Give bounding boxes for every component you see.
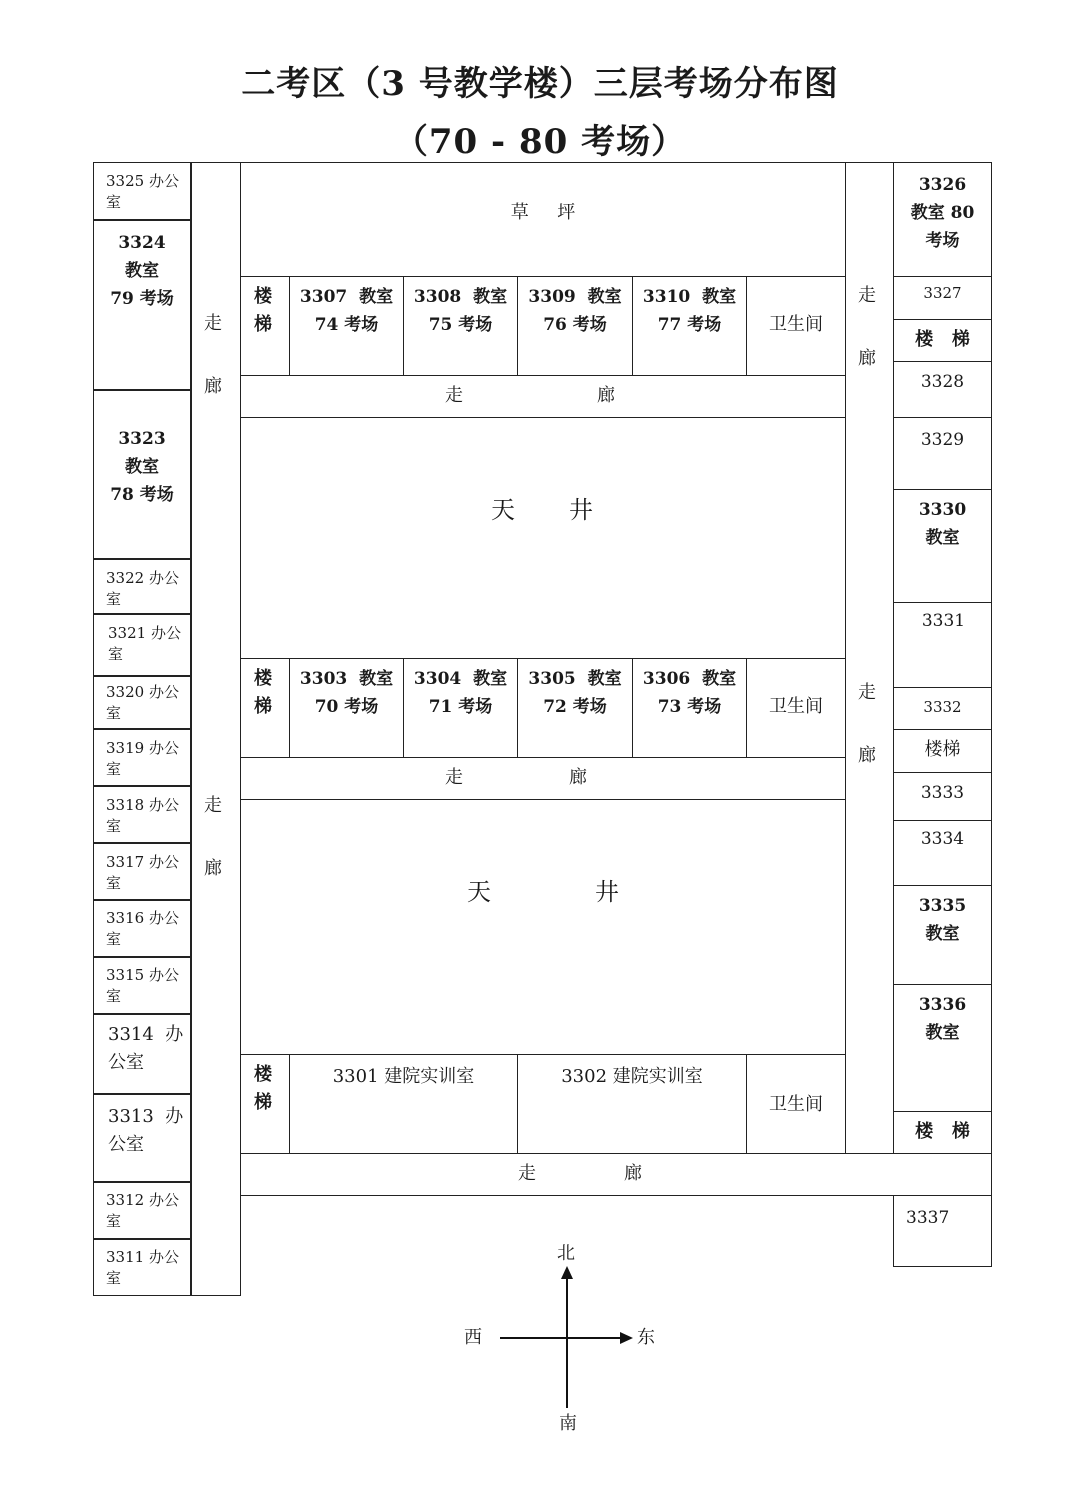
room-3335 bbox=[893, 885, 992, 985]
room-3318 bbox=[93, 786, 191, 843]
room-3308-label: 3308 教室 75 考场 bbox=[413, 287, 508, 335]
room-3301 bbox=[289, 1054, 518, 1154]
title-line-1: 二考区（3 号教学楼）三层考场分布图 bbox=[241, 64, 839, 104]
room-3317-label: 3317 办公 室 bbox=[106, 853, 179, 892]
room-3326 bbox=[893, 162, 992, 277]
lawn-label: 草 坪 bbox=[510, 202, 576, 223]
room-3334-label: 3334 bbox=[920, 829, 965, 849]
restroom-north bbox=[746, 276, 846, 376]
room-3303-label: 3303 教室 70 考场 bbox=[299, 669, 394, 717]
room-3305 bbox=[517, 658, 633, 758]
stairs-middle bbox=[240, 658, 290, 758]
room-3325-label: 3325 办公 室 bbox=[106, 172, 179, 211]
stairs-middle-label: 楼 梯 bbox=[254, 668, 272, 717]
east-corridor bbox=[845, 162, 894, 1154]
compass-south-label: 南 bbox=[559, 1413, 577, 1434]
room-3302-label: 3302 建院实训室 bbox=[561, 1066, 703, 1087]
courtyard-1 bbox=[240, 417, 846, 659]
room-3306 bbox=[632, 658, 747, 758]
room-3308 bbox=[403, 276, 518, 376]
room-3331 bbox=[893, 602, 992, 688]
room-3332 bbox=[893, 687, 992, 730]
room-3304 bbox=[403, 658, 518, 758]
room-3320-label: 3320 办公 室 bbox=[106, 683, 179, 722]
east-corridor-label-lower: 走 廊 bbox=[858, 682, 876, 766]
stairs-east-3 bbox=[893, 1111, 992, 1154]
restroom-middle bbox=[746, 658, 846, 758]
room-3312-label: 3312 办公 室 bbox=[106, 1191, 179, 1230]
room-3317 bbox=[93, 843, 191, 900]
room-3336 bbox=[893, 984, 992, 1112]
courtyard-2-label-b: 井 bbox=[595, 878, 619, 906]
room-3314 bbox=[93, 1014, 191, 1094]
room-3333 bbox=[893, 772, 992, 821]
compass-west-label: 西 bbox=[464, 1327, 482, 1348]
room-3309 bbox=[517, 276, 633, 376]
corridor-3 bbox=[240, 1153, 992, 1196]
corridor-1-label-a: 走 bbox=[445, 385, 463, 406]
room-3330 bbox=[893, 489, 992, 603]
corridor-2-label-b: 廊 bbox=[569, 767, 587, 788]
room-3321-label: 3321 办公 室 bbox=[108, 624, 181, 663]
room-3316 bbox=[93, 900, 191, 957]
stairs-north-label: 楼 梯 bbox=[254, 286, 272, 335]
room-3312 bbox=[93, 1182, 191, 1239]
room-3323 bbox=[93, 390, 191, 559]
room-3323-label: 3323 教室 78 考场 bbox=[110, 429, 174, 505]
lawn bbox=[240, 162, 846, 277]
room-3301-label: 3301 建院实训室 bbox=[332, 1066, 475, 1087]
courtyard-2-label-a: 天 bbox=[467, 878, 491, 906]
stairs-east-1 bbox=[893, 319, 992, 362]
room-3320 bbox=[93, 676, 191, 729]
room-3330-label: 3330 教室 bbox=[918, 500, 967, 548]
room-3311-label: 3311 办公 室 bbox=[106, 1248, 179, 1287]
room-3304-label: 3304 教室 71 考场 bbox=[413, 669, 508, 717]
room-3337 bbox=[893, 1195, 992, 1267]
room-3310-label: 3310 教室 77 考场 bbox=[642, 287, 737, 335]
room-3307 bbox=[289, 276, 404, 376]
west-corridor bbox=[191, 162, 241, 1296]
room-3302 bbox=[517, 1054, 747, 1154]
stairs-south-label: 楼 梯 bbox=[254, 1064, 272, 1113]
compass-vertical-line bbox=[566, 1276, 568, 1408]
room-3331-label: 3331 bbox=[921, 611, 966, 631]
stairs-east-2-label: 楼梯 bbox=[924, 739, 961, 760]
restroom-south-label: 卫生间 bbox=[769, 1094, 823, 1115]
compass-north-label: 北 bbox=[557, 1243, 575, 1264]
room-3333-label: 3333 bbox=[920, 783, 965, 803]
room-3319-label: 3319 办公 室 bbox=[106, 739, 179, 778]
room-3328-label: 3328 bbox=[920, 372, 965, 392]
stairs-east-2 bbox=[893, 729, 992, 773]
corridor-1 bbox=[240, 375, 846, 418]
north-arrowhead-icon bbox=[559, 1266, 575, 1280]
title-line-2: （70 - 80 考场） bbox=[393, 122, 687, 162]
room-3309-label: 3309 教室 76 考场 bbox=[528, 287, 622, 335]
room-3327-label: 3327 bbox=[923, 284, 962, 302]
room-3315-label: 3315 办公 室 bbox=[106, 966, 179, 1005]
room-3313 bbox=[93, 1094, 191, 1182]
room-3303 bbox=[289, 658, 404, 758]
restroom-south bbox=[746, 1054, 846, 1154]
corridor-2 bbox=[240, 757, 846, 800]
courtyard-2 bbox=[240, 799, 846, 1055]
compass-east-label: 东 bbox=[637, 1327, 655, 1348]
room-3332-label: 3332 bbox=[923, 698, 962, 716]
room-3329 bbox=[893, 417, 992, 490]
room-3305-label: 3305 教室 72 考场 bbox=[528, 669, 622, 717]
room-3328 bbox=[893, 361, 992, 418]
corridor-3-label-b: 廊 bbox=[624, 1163, 642, 1184]
room-3318-label: 3318 办公 室 bbox=[106, 796, 179, 835]
compass-horizontal-line bbox=[500, 1337, 624, 1339]
east-corridor-label-upper: 走 廊 bbox=[858, 285, 876, 369]
courtyard-1-label-a: 天 bbox=[491, 496, 515, 524]
east-arrowhead-icon bbox=[620, 1330, 634, 1346]
room-3311 bbox=[93, 1239, 191, 1296]
corridor-2-label-a: 走 bbox=[445, 767, 463, 788]
stairs-south bbox=[240, 1054, 290, 1154]
room-3335-label: 3335 教室 bbox=[918, 896, 967, 944]
west-corridor-label-lower: 走 廊 bbox=[204, 795, 222, 879]
west-corridor-label-upper: 走 廊 bbox=[204, 313, 222, 397]
room-3327 bbox=[893, 276, 992, 320]
room-3326-label: 3326 教室 80 考场 bbox=[910, 175, 975, 251]
restroom-middle-label: 卫生间 bbox=[769, 696, 823, 717]
stairs-north bbox=[240, 276, 290, 376]
room-3313-label: 3313 办 公室 bbox=[108, 1106, 184, 1155]
room-3325 bbox=[93, 162, 191, 220]
room-3314-label: 3314 办 公室 bbox=[108, 1024, 184, 1073]
room-3322-label: 3322 办公 室 bbox=[106, 569, 179, 608]
room-3337-label: 3337 bbox=[906, 1208, 950, 1228]
room-3322 bbox=[93, 559, 191, 614]
stairs-east-3-label: 楼 梯 bbox=[915, 1121, 970, 1142]
stairs-east-1-label: 楼 梯 bbox=[915, 329, 970, 350]
room-3319 bbox=[93, 729, 191, 786]
corridor-1-label-b: 廊 bbox=[597, 385, 615, 406]
courtyard-1-label-b: 井 bbox=[569, 496, 593, 524]
room-3316-label: 3316 办公 室 bbox=[106, 909, 179, 948]
room-3306-label: 3306 教室 73 考场 bbox=[642, 669, 737, 717]
restroom-north-label: 卫生间 bbox=[769, 314, 823, 335]
room-3324-label: 3324 教室 79 考场 bbox=[110, 233, 174, 309]
room-3336-label: 3336 教室 bbox=[918, 995, 967, 1043]
room-3329-label: 3329 bbox=[920, 430, 965, 450]
room-3315 bbox=[93, 957, 191, 1014]
room-3334 bbox=[893, 820, 992, 886]
room-3321 bbox=[93, 614, 191, 676]
room-3310 bbox=[632, 276, 747, 376]
room-3324 bbox=[93, 220, 191, 390]
corridor-3-label-a: 走 bbox=[518, 1163, 536, 1184]
room-3307-label: 3307 教室 74 考场 bbox=[299, 287, 394, 335]
